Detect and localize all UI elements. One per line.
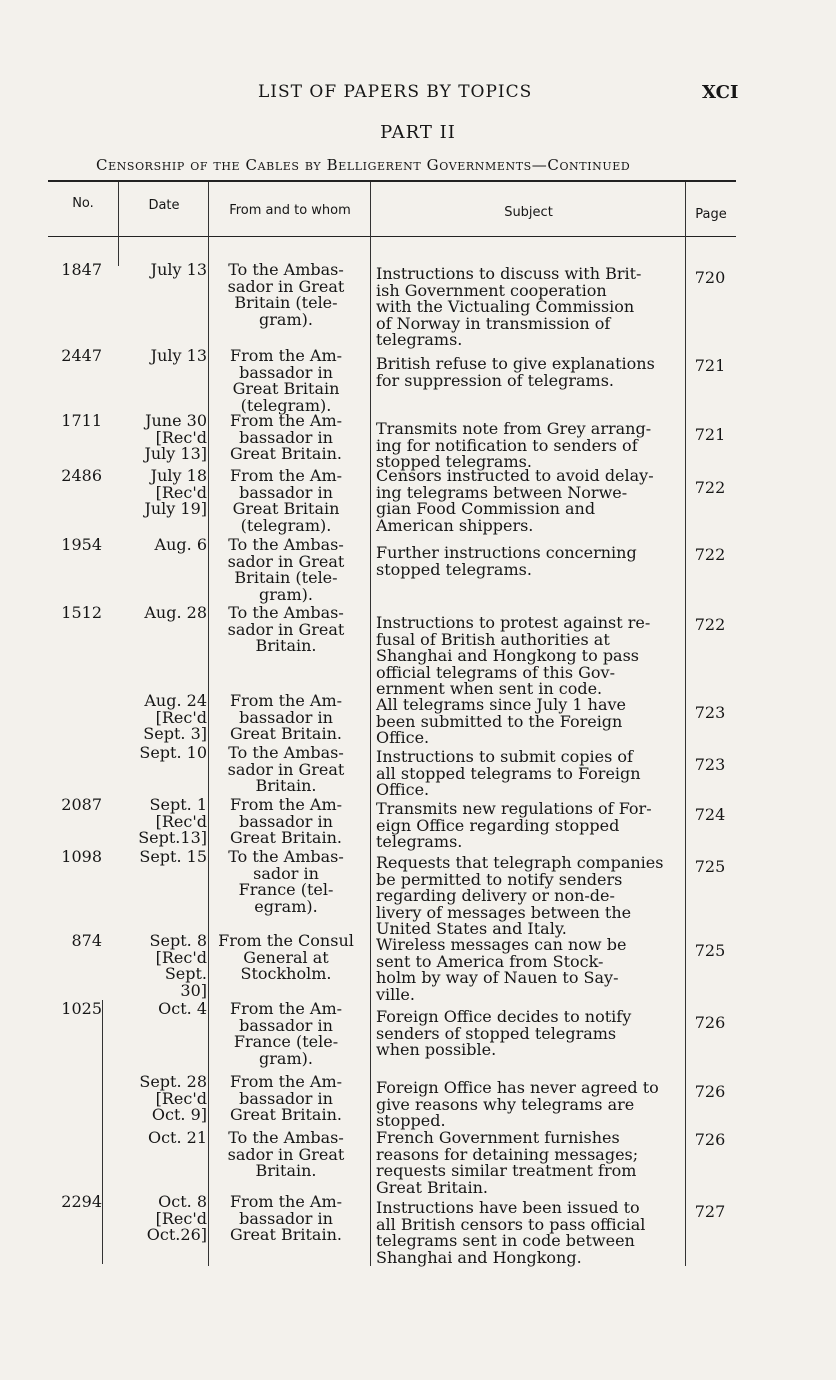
cell-date: Aug. 28	[144, 603, 207, 622]
cell-date: Oct. 21	[147, 1128, 207, 1147]
cell-subject: Transmits note from Grey arrang- ing for notification to senders of stopped telegrams.	[376, 419, 652, 472]
cell-page: 725	[694, 857, 726, 876]
cell-no: 874	[71, 931, 102, 950]
cell-date: Oct. 4	[158, 999, 207, 1018]
cell-page: 720	[694, 268, 726, 287]
cell-no: 2486	[61, 466, 102, 485]
cell-no: 2447	[61, 346, 102, 365]
column-divider	[208, 182, 209, 1266]
cell-from: From the Am- bassador in Great Britain (telegram).	[229, 346, 343, 415]
cell-from: To the Ambas- sador in Great Britain (tele- gram).	[227, 535, 345, 604]
cell-page: 723	[694, 703, 726, 722]
cell-page: 722	[694, 478, 726, 497]
cell-from: From the Am- bassador in France (tele- gram).	[229, 999, 343, 1068]
cell-date: Sept. 10	[139, 743, 207, 762]
column-divider	[685, 182, 686, 1266]
cell-subject: Further instructions concerning stopped telegrams.	[376, 543, 637, 579]
cell-from: From the Consul General at Stockholm.	[218, 931, 354, 984]
cell-date: Aug. 6	[154, 535, 207, 554]
cell-page: 723	[694, 755, 726, 774]
cell-page: 726	[694, 1130, 726, 1149]
running-title: LIST OF PAPERS BY TOPICS	[258, 82, 533, 102]
cell-date: Aug. 24 [Rec'd Sept. 3]	[143, 691, 207, 744]
cell-no: 1098	[61, 847, 102, 866]
part-title: PART II	[380, 122, 456, 143]
cell-subject: French Government furnishes reasons for detaining messages; requests similar treatment from Great Britain.	[376, 1128, 639, 1197]
cell-no: 1954	[61, 535, 102, 554]
cell-no: 2294	[61, 1192, 102, 1211]
cell-no: 2087	[61, 795, 102, 814]
cell-subject: Requests that telegraph companies be permitted to notify senders regarding delivery or non-de- livery of messages between the United States and Italy.	[376, 853, 664, 939]
column-divider	[118, 182, 119, 266]
cell-date: June 30 [Rec'd July 13]	[144, 411, 207, 464]
cell-subject: Instructions to submit copies of all stopped telegrams to Foreign Office.	[376, 747, 641, 800]
header-bottom-rule	[48, 236, 736, 237]
column-header-no: No.	[72, 196, 94, 211]
cell-subject: Instructions have been issued to all British censors to pass official telegrams sent in code between Shanghai and Hongkong.	[376, 1198, 646, 1267]
table-top-rule	[48, 180, 736, 182]
cell-date: Oct. 8 [Rec'd Oct.26]	[146, 1192, 207, 1245]
cell-subject: Censors instructed to avoid delay- ing telegrams between Norwe- gian Food Commission and American shippers.	[376, 466, 654, 535]
cell-subject: Wireless messages can now be sent to America from Stock- holm by way of Nauen to Say- ville.	[376, 935, 627, 1004]
cell-subject: Foreign Office has never agreed to give reasons why telegrams are stopped.	[376, 1078, 659, 1131]
cell-subject: All telegrams since July 1 have been submitted to the Foreign Office.	[376, 695, 626, 748]
cell-page: 722	[694, 545, 726, 564]
cell-from: To the Ambas- sador in Great Britain.	[227, 743, 345, 796]
cell-date: Sept. 28 [Rec'd Oct. 9]	[139, 1072, 207, 1125]
cell-from: To the Ambas- sador in Great Britain.	[227, 603, 345, 656]
cell-page: 724	[694, 805, 726, 824]
cell-from: From the Am- bassador in Great Britain.	[229, 1072, 343, 1125]
cell-subject: Foreign Office decides to notify senders of stopped telegrams when possible.	[376, 1007, 632, 1060]
cell-date: Sept. 15	[139, 847, 207, 866]
cell-no: 1025	[61, 999, 102, 1018]
column-header-subject: Subject	[504, 205, 553, 220]
cell-page: 722	[694, 615, 726, 634]
cell-page: 726	[694, 1013, 726, 1032]
cell-from: From the Am- bassador in Great Britain.	[229, 795, 343, 848]
cell-from: From the Am- bassador in Great Britain (telegram).	[229, 466, 343, 535]
cell-page: 721	[694, 356, 726, 375]
section-title: Censorship of the Cables by Belligerent Governments—Continued	[96, 156, 631, 174]
cell-no: 1711	[61, 411, 102, 430]
page-number: XCI	[702, 82, 739, 103]
column-header-page: Page	[695, 207, 727, 222]
cell-subject: Transmits new regulations of For- eign Office regarding stopped telegrams.	[376, 799, 652, 852]
column-divider	[370, 182, 371, 1266]
cell-from: To the Ambas- sador in Great Britain (tele- gram).	[227, 260, 345, 329]
cell-date: Sept. 8 [Rec'd Sept. 30]	[149, 931, 207, 1000]
cell-from: From the Am- bassador in Great Britain.	[229, 411, 343, 464]
running-head	[0, 82, 836, 106]
column-divider	[102, 1000, 103, 1264]
cell-date: July 18 [Rec'd July 19]	[144, 466, 207, 519]
cell-from: To the Ambas- sador in Great Britain.	[227, 1128, 345, 1181]
cell-page: 721	[694, 425, 726, 444]
cell-subject: Instructions to discuss with Brit- ish Government cooperation with the Victualing Commission of Norway in transmission of telegrams.	[376, 264, 642, 350]
cell-subject: British refuse to give explanations for suppression of telegrams.	[376, 354, 655, 390]
cell-page: 727	[694, 1202, 726, 1221]
cell-subject: Instructions to protest against re- fusal of British authorities at Shanghai and Hongkong to pass official telegrams of this Gov- ernment when sent in code.	[376, 613, 651, 699]
cell-no: 1512	[61, 603, 102, 622]
cell-date: July 13	[150, 346, 207, 365]
cell-from: To the Ambas- sador in France (tel- egram).	[228, 847, 344, 916]
cell-page: 726	[694, 1082, 726, 1101]
cell-page: 725	[694, 941, 726, 960]
cell-date: Sept. 1 [Rec'd Sept.13]	[138, 795, 207, 848]
cell-from: From the Am- bassador in Great Britain.	[229, 1192, 343, 1245]
cell-date: July 13	[150, 260, 207, 279]
cell-no: 1847	[61, 260, 102, 279]
column-header-from: From and to whom	[229, 203, 351, 218]
column-header-date: Date	[148, 198, 180, 213]
cell-from: From the Am- bassador in Great Britain.	[229, 691, 343, 744]
